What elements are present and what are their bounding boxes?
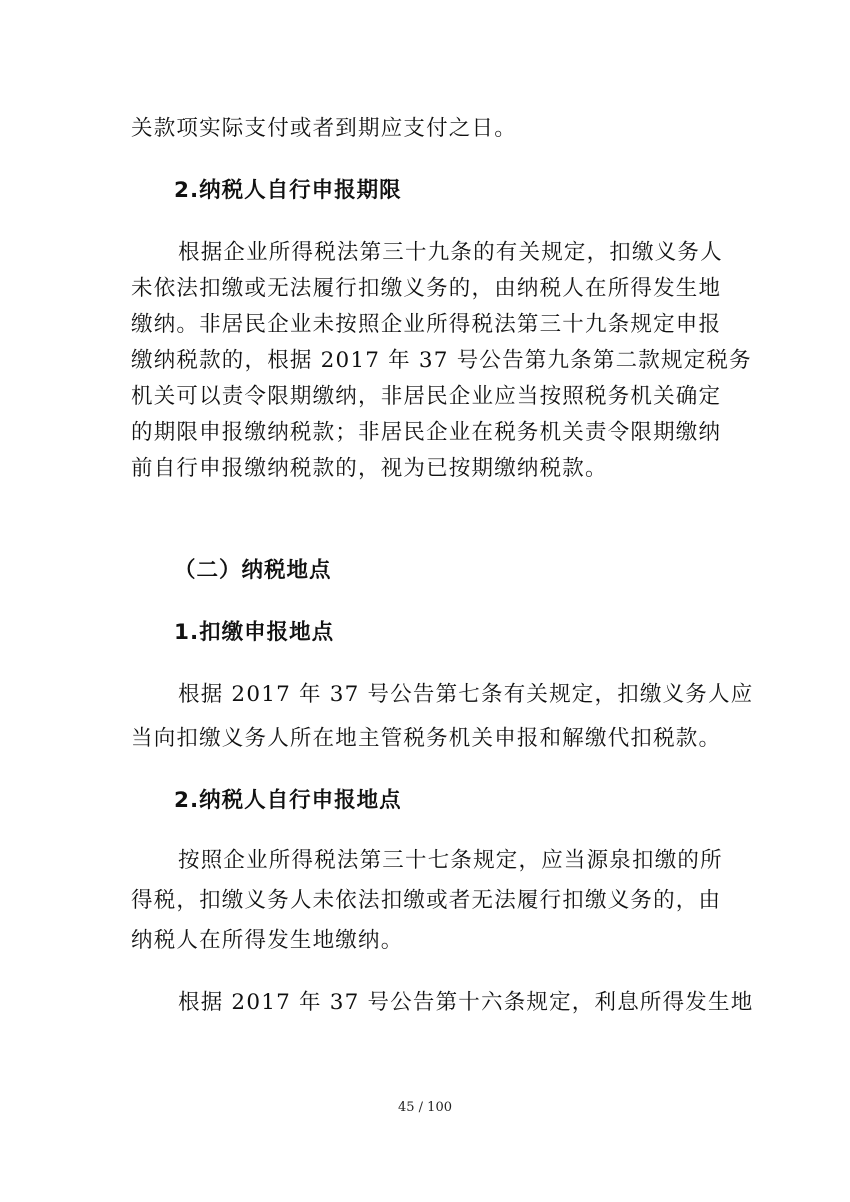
body-text-line: 按照企业所得税法第三十七条规定，应当源泉扣缴的所 xyxy=(178,848,723,873)
body-text-line: 未依法扣缴或无法履行扣缴义务的，由纳税人在所得发生地 xyxy=(131,276,722,301)
body-text-line: 缴纳税款的，根据 2017 年 37 号公告第九条第二款规定税务 xyxy=(131,348,752,373)
subsection-heading: 1.扣缴申报地点 xyxy=(174,620,335,645)
body-text-line: 关款项实际支付或者到期应支付之日。 xyxy=(131,116,517,141)
body-text-line: 得税，扣缴义务人未依法扣缴或者无法履行扣缴义务的，由 xyxy=(131,888,722,913)
body-text-line: 前自行申报缴纳税款的，视为已按期缴纳税款。 xyxy=(131,456,608,481)
section-heading: （二）纳税地点 xyxy=(174,558,332,583)
page-number: 45 / 100 xyxy=(398,1100,452,1115)
body-text-line: 根据企业所得税法第三十九条的有关规定，扣缴义务人 xyxy=(178,240,723,265)
subsection-heading: 2.纳税人自行申报地点 xyxy=(174,788,402,813)
body-text-line: 机关可以责令限期缴纳，非居民企业应当按照税务机关确定 xyxy=(131,384,722,409)
body-text-line: 纳税人在所得发生地缴纳。 xyxy=(131,928,404,953)
body-text-line: 缴纳。非居民企业未按照企业所得税法第三十九条规定申报 xyxy=(131,312,722,337)
body-text-line: 当向扣缴义务人所在地主管税务机关申报和解缴代扣税款。 xyxy=(131,726,722,751)
body-text-line: 的期限申报缴纳税款；非居民企业在税务机关责令限期缴纳 xyxy=(131,420,722,445)
section-heading: 2.纳税人自行申报期限 xyxy=(174,178,402,203)
body-text-line: 根据 2017 年 37 号公告第七条有关规定，扣缴义务人应 xyxy=(178,682,754,707)
body-text-line: 根据 2017 年 37 号公告第十六条规定，利息所得发生地 xyxy=(178,990,754,1015)
